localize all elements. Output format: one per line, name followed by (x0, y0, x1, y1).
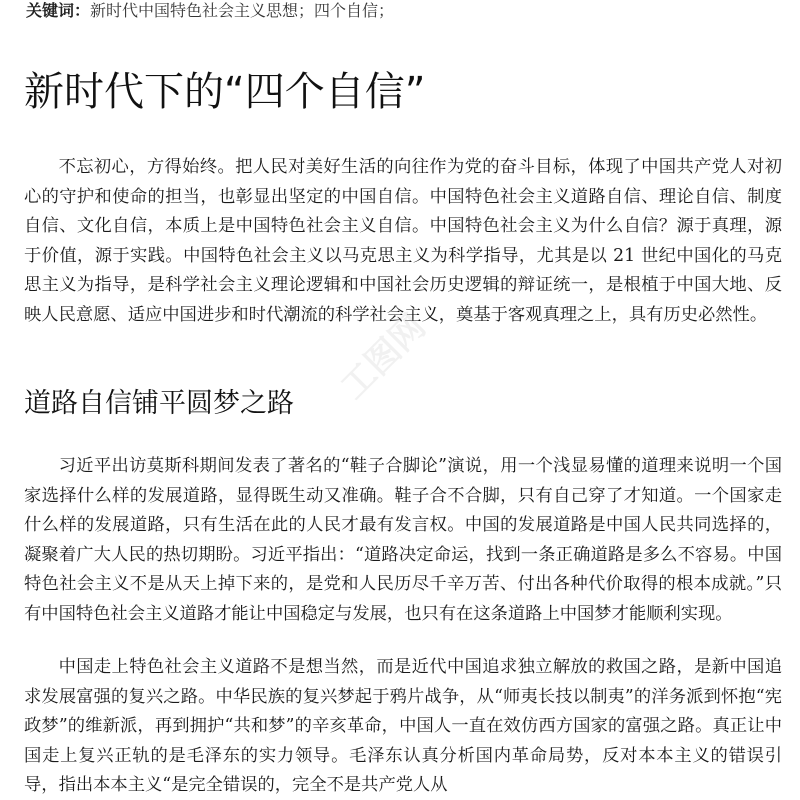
intro-paragraph: 不忘初心，方得始终。把人民对美好生活的向往作为党的奋斗目标，体现了中国共产党人对初心的守护和使命的担当，也彰显出坚定的中国自信。中国特色社会主义道路自信、理论自信、制度自信、文化自信，本质上是中国特色社会主义自信。中国特色社会主义为什么自信？源于真理，源于价值，源于实践。中国特色社会主义以马克思主义为科学指导，尤其是以 21 世纪中国化的马克思主义为指导，是科学社会主义理论逻辑和中国社会历史逻辑的辩证统一，是根植于中国大地、反映人民意愿、适应中国进步和时代潮流的科学社会主义，奠基于客观真理之上，具有历史必然性。 (24, 157, 782, 325)
watermark-logo: 工图网 (333, 306, 434, 408)
page-title: 新时代下的“四个自信” (24, 69, 426, 115)
body-paragraph: 习近平出访莫斯科期间发表了著名的“鞋子合脚论”演说，用一个浅显易懂的道理来说明一个国家选择什么样的发展道路，显得既生动又准确。鞋子合不合脚，只有自己穿了才知道。一个国家走什么样的发展道路，只有生活在此的人民才最有发言权。中国的发展道路是中国人民共同选择的，凝聚着广大人民的热切期盼。习近平指出：“道路决定命运，找到一条正确道路是多么不容易。中国特色社会主义不是从天上掉下来的，是党和人民历尽千辛万苦、付出各种代价取得的根本成就。”只有中国特色社会主义道路才能让中国稳定与发展，也只有在这条道路上中国梦才能顺利实现。 (24, 456, 782, 624)
keywords-value: 新时代中国特色社会主义思想；四个自信； (90, 1, 395, 20)
keywords-line (26, 0, 394, 22)
body-paragraph: 中国走上特色社会主义道路不是想当然，而是近代中国追求独立解放的救国之路，是新中国追求发展富强的复兴之路。中华民族的复兴梦起于鸦片战争，从“师夷长技以制夷”的洋务派到怀抱“宪政梦”的维新派，再到拥护“共和梦”的辛亥革命，中国人一直在效仿西方国家的富强之路。真正让中国走上复兴正轨的是毛泽东的实力领导。毛泽东认真分析国内革命局势，反对本本主义的错误引导，指出本本主义“是完全错误的，完全不是共产党人从 (24, 657, 782, 795)
keywords-label: 关键词： (26, 1, 91, 20)
section-heading: 道路自信铺平圆梦之路 (24, 388, 294, 419)
